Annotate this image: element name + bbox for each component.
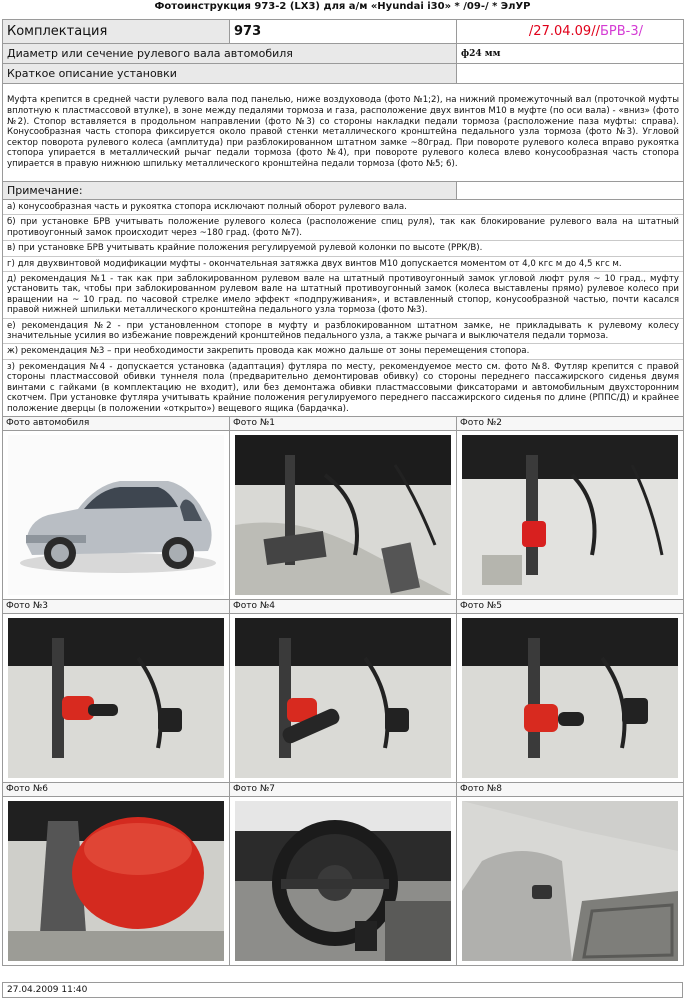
- photo-6-cell: [3, 796, 230, 965]
- photo-7-label: Фото №7: [230, 782, 457, 796]
- photo-3: [8, 618, 224, 778]
- note-d: г) для двухвинтовой модификации муфты - окончательная затяжка двух винтов М10 допускается моментом от 4,0 кгс м до 4,5 кгс м.: [3, 257, 683, 272]
- photo-3-cell: [3, 613, 230, 782]
- photo-7-cell: [230, 796, 457, 965]
- photo-5-label: Фото №5: [457, 599, 684, 613]
- photo-2-label: Фото №2: [457, 416, 684, 430]
- note-f: е) рекомендация №2 - при установленном стопоре в муфту и разблокированном штатном замке, не прикладывать к рулевому колесу значительные усилия во избежание повреждений кронштейнов педального узла, а также рычага и выключателя педали тормоза.: [3, 319, 683, 345]
- photo-2-cell: [457, 430, 684, 599]
- photo-car-cell: [3, 430, 230, 599]
- notes-empty: [457, 182, 684, 200]
- note-a: а) конусообразная часть и рукоятка стопора исключают полный оборот рулевого вала.: [3, 200, 683, 215]
- install-empty: [457, 64, 684, 84]
- shaft-value: ф24 мм: [457, 44, 684, 64]
- install-text: Муфта крепится в средней части рулевого вала под панелью, ниже воздуховода (фото №1;2), на нижний промежуточный вал (проточкой муфты вплотную к пластмассовой втулке), в зоне между педалями тормоза и газа, расположение двух винтов М10 в муфте (по оси вала) - «вниз» (фото №2). Стопор вставляется в продольном направлении (фото №3) со стороны накладки педали тормоза (расположение паза муфты: справа). Конусообразная часть стопора фиксируется около правой стенки металлического кронштейна педального узла тормоза (фото №3). Угловой сектор поворота рулевого колеса (амплитуда) при разблокированном штатном замке ~80град. При повороте рулевого колеса вправо рукоятка стопора упирается в металлический рычаг педали тормоза (фото №4), при повороте рулевого колеса влево конусообразная часть стопора упирается в правую нижнюю шпильку металлического кронштейна педали тормоза (фото №5; 6).: [3, 84, 684, 182]
- document-title: Фотоинструкция 973-2 (LX3) для а/м «Hyundai i30» * /09-/ * ЭлУР: [154, 1, 531, 12]
- notes-label: Примечание:: [3, 182, 457, 200]
- note-g: ж) рекомендация №3 – при необходимости закрепить провода как можно дальше от зоны перемещения стопора.: [3, 344, 683, 359]
- photo-8-label: Фото №8: [457, 782, 684, 796]
- brv-code: БРВ-3/: [599, 24, 643, 39]
- photo-1-cell: [230, 430, 457, 599]
- kit-value: 973: [230, 20, 457, 44]
- footer-timestamp: 27.04.2009 11:40: [2, 982, 683, 998]
- notes-list: [3, 200, 684, 417]
- photo-1-label: Фото №1: [230, 416, 457, 430]
- shaft-label: Диаметр или сечение рулевого вала автомобиля: [3, 44, 457, 64]
- photo-car-label: Фото автомобиля: [3, 416, 230, 430]
- note-h: з) рекомендация №4 - допускается установка (адаптация) футляра по месту, рекомендуемое место см. фото №8. Футляр крепится с правой стороны пластмассовой обивки туннеля пола (предварительно демонтировав обивку) со стороны переднего пассажирского сиденья двумя винтами с гайками (в комплектацию не входит), или без демонтажа обивки пластмассовыми фиксаторами и автомобильным двухсторонним скотчем. При установке футляра учитывать крайние положения регулируемого переднего пассажирского сиденья по длине (РППС/Д) и крайнее положение дверцы (в положении «открыто») вещевого ящика (бардачка).: [7, 361, 679, 414]
- photo-6: [8, 801, 224, 961]
- kit-label: Комплектация: [3, 20, 230, 44]
- photo-4: [235, 618, 451, 778]
- date-text: /27.04.09/: [528, 24, 596, 39]
- photo-4-cell: [230, 613, 457, 782]
- install-label: Краткое описание установки: [3, 64, 457, 84]
- photo-8-cell: [457, 796, 684, 965]
- photo-7: [235, 801, 451, 961]
- photo-5: [462, 618, 678, 778]
- photo-6-label: Фото №6: [3, 782, 230, 796]
- date-separator: /: [595, 24, 600, 39]
- photo-1: [235, 435, 451, 595]
- note-b: б) при установке БРВ учитывать положение рулевого колеса (расположение спиц руля), так как блокирование рулевого вала на штатный противоугонный замок происходит через ~180 град. (фото №7).: [3, 215, 683, 241]
- car-photo: [8, 435, 224, 595]
- photo-3-label: Фото №3: [3, 599, 230, 613]
- photo-2: [462, 435, 678, 595]
- photo-5-cell: [457, 613, 684, 782]
- photo-8: [462, 801, 678, 961]
- note-c: в) при установке БРВ учитывать крайние положения регулируемой рулевой колонки по высоте (РРК/В).: [3, 241, 683, 256]
- instruction-table: [2, 19, 684, 966]
- kit-date: [457, 20, 684, 44]
- photo-4-label: Фото №4: [230, 599, 457, 613]
- note-e: д) рекомендация №1 - так как при заблокированном рулевом вале на штатный противоугонный замок угловой люфт руля ~ 10 град., муфту установить так, чтобы при заблокированном рулевом вале на штатный противоугонный замок (колеса выставлены прямо) рулевое колесо при вращении на ~ 10 град. по часовой стрелке имело эффект «подпруживания», и вставленный стопор, конусообразной частью, почти касался правой нижней шпильки металлического кронштейна педального узла тормоза (фото №3).: [3, 272, 683, 319]
